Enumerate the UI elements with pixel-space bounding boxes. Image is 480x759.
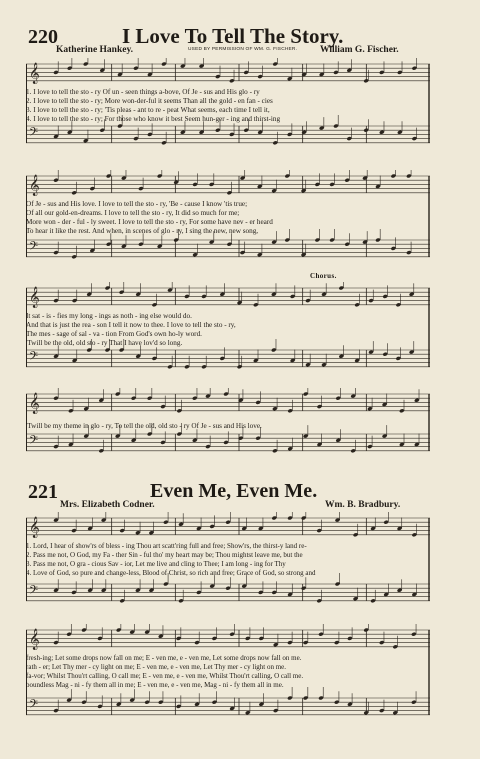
- svg-text:𝄢: 𝄢: [29, 350, 39, 366]
- svg-text:𝄢: 𝄢: [29, 434, 39, 450]
- svg-text:𝄢: 𝄢: [29, 698, 39, 714]
- lyric-line: It sat - is - fies my long - ings as noth - ing else would do.: [26, 312, 192, 320]
- lyric-line: 2. I love to tell the sto - ry; More won-der-ful it seems Than all the gold - en fan - cies: [26, 97, 273, 105]
- hymn-number: 221: [28, 481, 58, 503]
- lyric-line: More won - der - ful - ly sweet. I love to tell the sto - ry, For some have nev - er heard: [26, 218, 273, 226]
- hymn-title: Even Me, Even Me.: [150, 480, 318, 502]
- music-system: [26, 388, 430, 466]
- lyric-line: Of Je - sus and His love. I love to tell the sto - ry, 'Be - cause I know 'tis true;: [26, 200, 248, 208]
- lyric-line: 'Twill be the old, old sto - ry That I have lov'd so long.: [26, 339, 183, 347]
- svg-text:𝄞: 𝄞: [29, 63, 40, 84]
- lyric-line: The mes - sage of sal - va - tion From God's own ho-ly word.: [26, 330, 202, 338]
- svg-text:𝄢: 𝄢: [29, 126, 39, 142]
- lyric-line: fa-vor; Whilst Thou'rt calling, O call me; E - ven me, e - ven me, Whilst Thou'rt calling, O call me.: [26, 672, 304, 680]
- svg-text:𝄞: 𝄞: [29, 287, 40, 308]
- music-system: [26, 282, 430, 384]
- lyric-line: 'Twill be my theme in glo - ry, To tell the old, old sto - ry Of Je - sus and His love.: [26, 422, 262, 430]
- lyric-line: rath - er; Let Thy mer - cy light on me; E - ven me, e - ven me, Let Thy mer - cy light on me.: [26, 663, 287, 671]
- lyric-line: Of all our gold-en-dreams. I love to tell the sto - ry, It did so much for me;: [26, 209, 240, 217]
- hymn-number: 220: [28, 26, 58, 48]
- staff-notation: [26, 624, 430, 736]
- svg-text:𝄞: 𝄞: [29, 517, 40, 538]
- permission-note: USED BY PERMISSION OF WM. G. FISCHER.: [188, 47, 298, 52]
- hymn-title: I Love To Tell The Story.: [122, 24, 344, 48]
- lyric-line: 1. Lord, I hear of show'rs of bless - ing Thou art scatt'ring full and free; Show'rs, the thirst-y land re-: [26, 542, 307, 550]
- chorus-label: Chorus.: [310, 272, 337, 280]
- svg-text:𝄞: 𝄞: [29, 393, 40, 414]
- hymn-author: Mrs. Elizabeth Codner.: [60, 500, 155, 510]
- lyric-line: boundless Mag - ni - fy them all in me; E - ven me, e - ven me, Mag - ni - fy them all in me.: [26, 681, 284, 689]
- music-system: [26, 170, 430, 276]
- lyric-line: 4. Love of God, so pure and change-less, Blood of Christ, so rich and free; Grace of God, so strong and: [26, 569, 316, 577]
- lyric-line: 1. I love to tell the sto - ry Of un - seen things a-bove, Of Je - sus and His glo - ry: [26, 88, 260, 96]
- hymn-composer: William G. Fischer.: [320, 45, 399, 55]
- lyric-line: fresh-ing; Let some drops now fall on me; E - ven me, e - ven me, Let some drops now fall on me.: [26, 654, 302, 662]
- svg-text:𝄢: 𝄢: [29, 584, 39, 600]
- lyric-line: 3. Pass me not, O gra - cious Sav - ior, Let me live and cling to Thee; I am long - ing for Thy: [26, 560, 286, 568]
- svg-text:𝄢: 𝄢: [29, 240, 39, 256]
- lyric-line: 3. I love to tell the sto - ry; 'Tis pleas - ant to re - peat What seems, each time I tell it,: [26, 106, 270, 114]
- svg-text:𝄞: 𝄞: [29, 175, 40, 196]
- lyric-line: 4. I love to tell the sto - ry; For those who know it best Seem hun-ger - ing and thirst-ing: [26, 115, 281, 123]
- svg-text:𝄞: 𝄞: [29, 629, 40, 650]
- lyric-line: 2. Pass me not, O God, my Fa - ther Sin - ful tho' my heart may be; Thou mightst leave me, but the: [26, 551, 303, 559]
- hymn-author: Katherine Hankey.: [56, 45, 134, 55]
- lyric-line: To hear it like the rest. And when, in scenes of glo - ry, I sing the new, new song,: [26, 227, 259, 235]
- hymn-composer: Wm. B. Bradbury.: [325, 500, 401, 510]
- music-system: [26, 624, 430, 736]
- music-system: [26, 58, 430, 166]
- music-system: [26, 512, 430, 622]
- lyric-line: And that is just the rea - son I tell it now to thee. I love to tell the sto - ry,: [26, 321, 236, 329]
